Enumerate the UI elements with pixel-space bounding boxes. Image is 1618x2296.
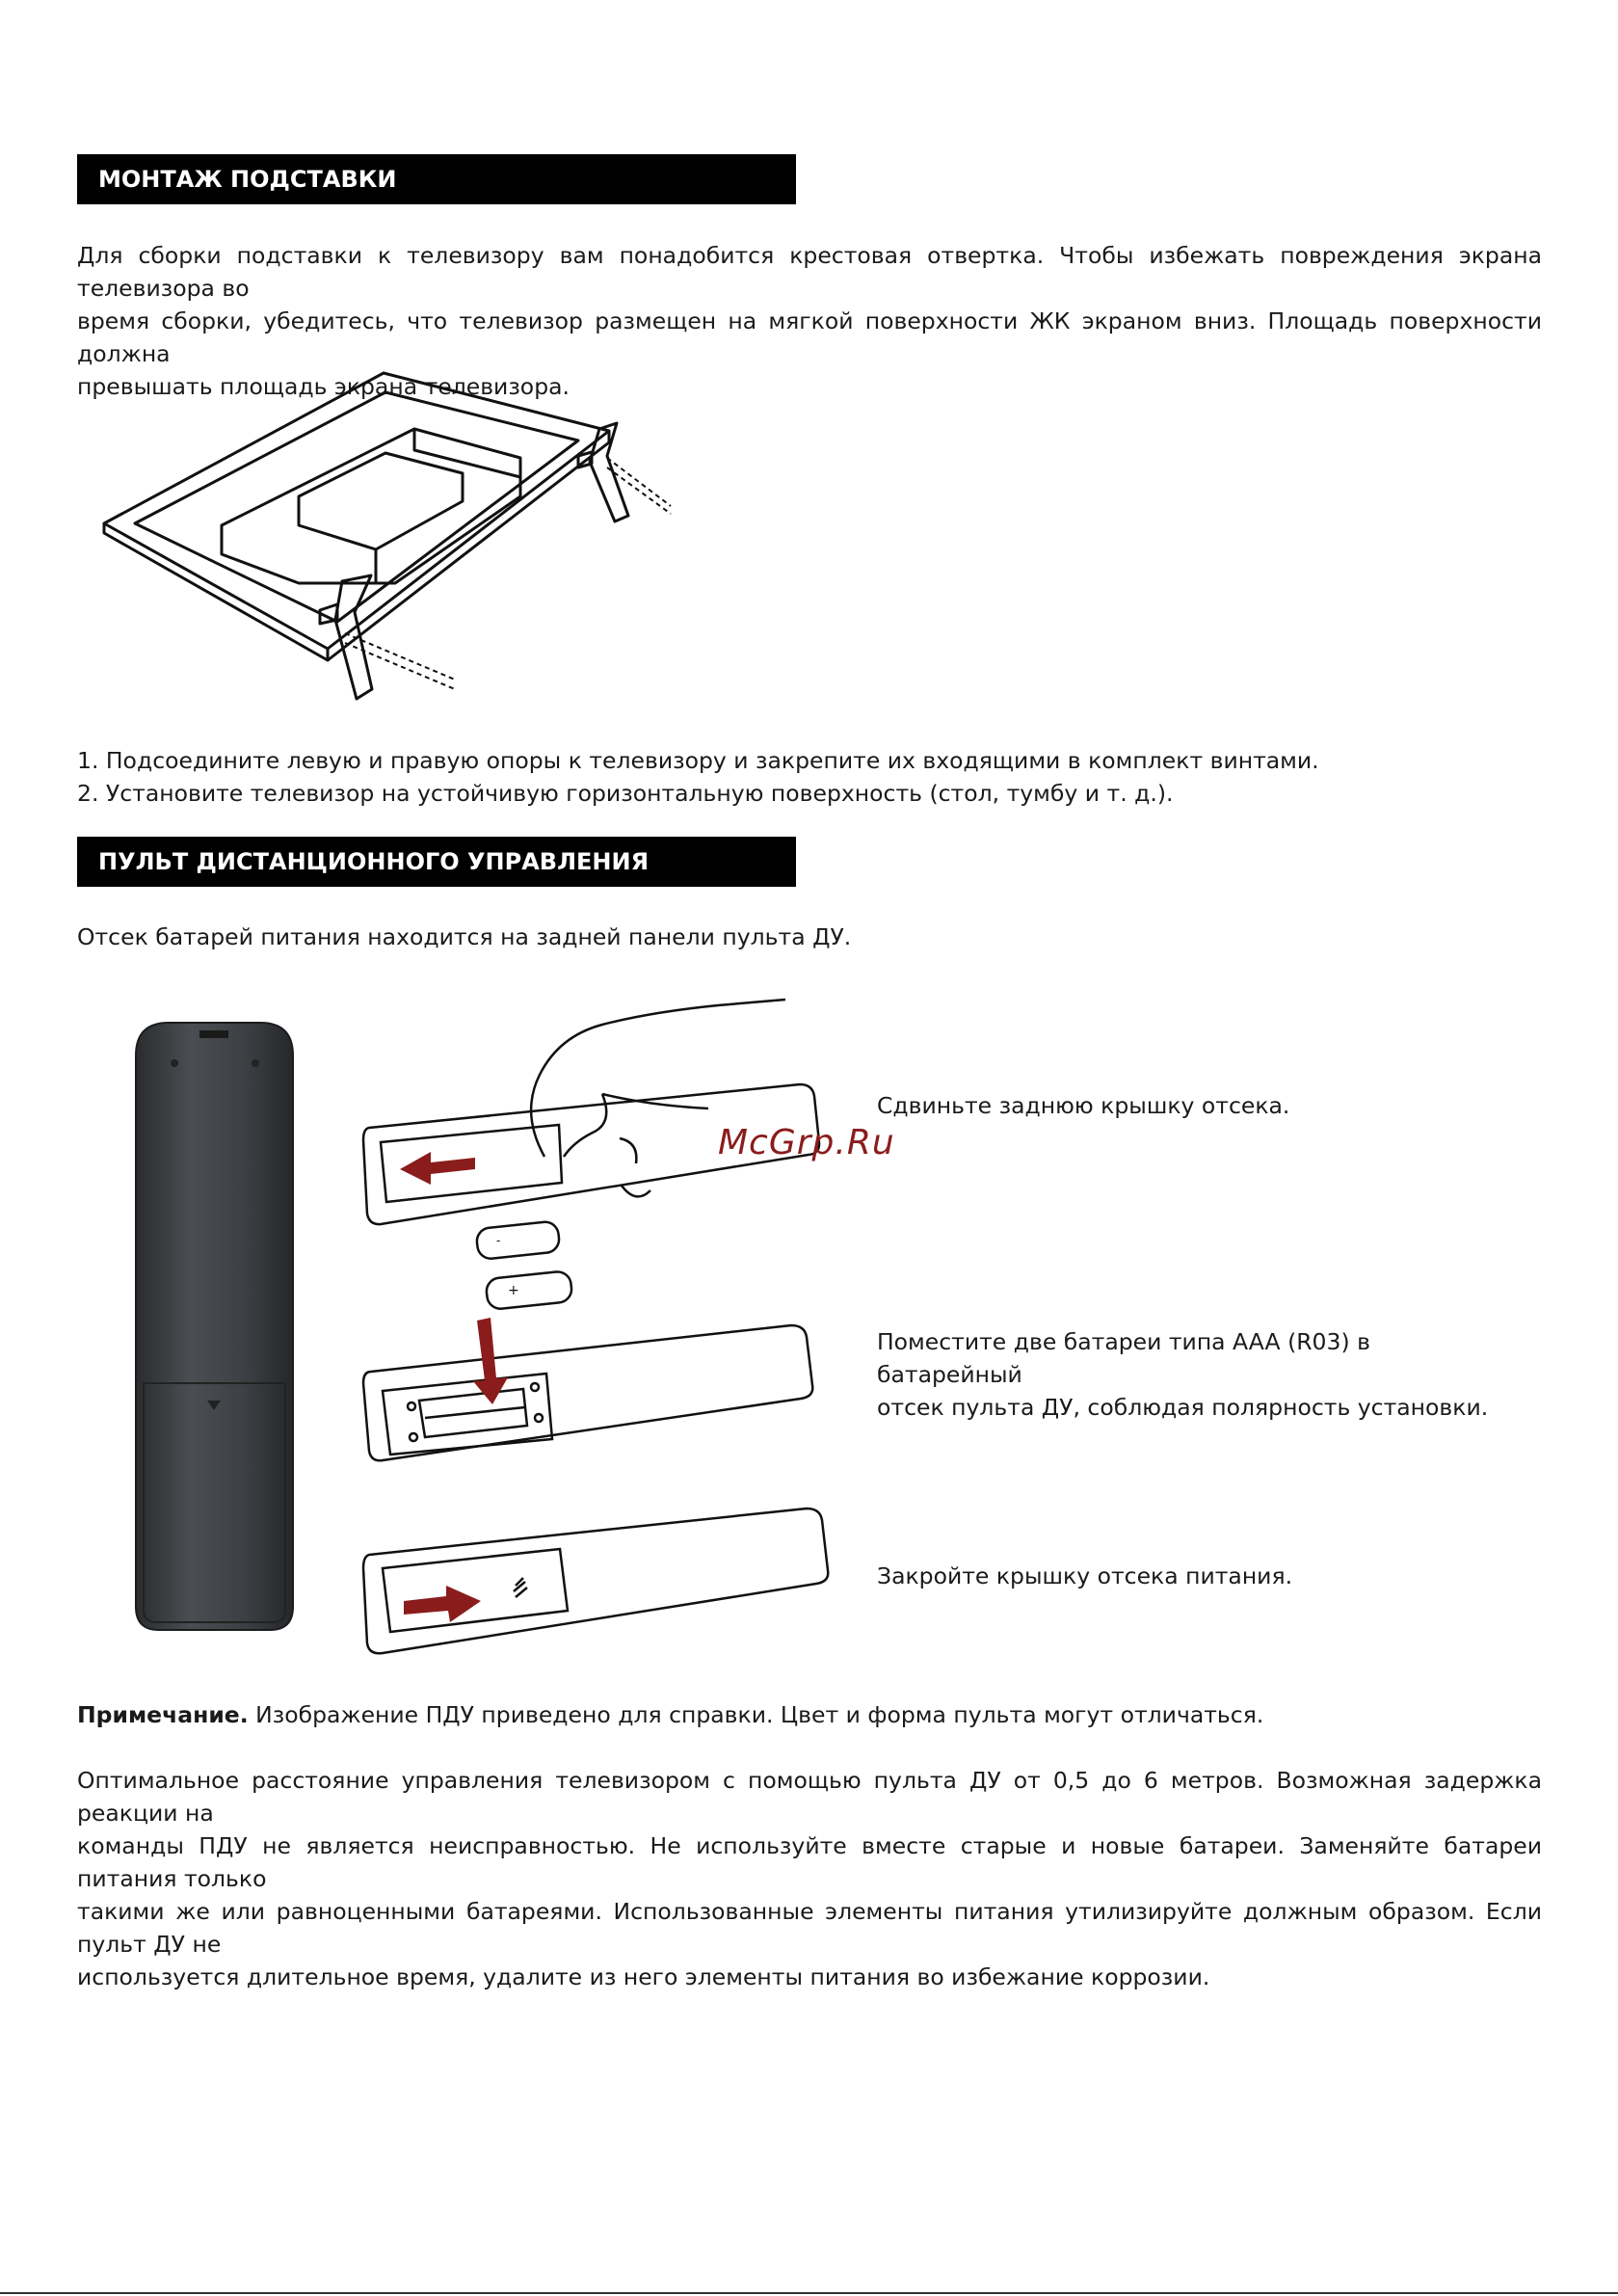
remote-intro-paragraph [77,921,1542,953]
text-line: отсек пульта ДУ, соблюдая полярность установки. [877,1394,1489,1421]
heading-text: МОНТАЖ ПОДСТАВКИ [98,166,397,193]
text-line: команды ПДУ не является неисправностью. Не используйте вместе старые и новые батареи. Заменяйте батареи питания только [77,1832,1542,1892]
text-line: Для сборки подставки к телевизору вам понадобится крестовая отвертка. Чтобы избежать повреждения экрана телевизора во [77,242,1542,302]
slide-cover-illustration [361,998,911,1229]
section-heading-stand [77,154,796,204]
heading-text: ПУЛЬТ ДИСТАНЦИОННОГО УПРАВЛЕНИЯ [98,848,650,875]
distance-paragraph [77,1764,1542,1993]
text-line: время сборки, убедитесь, что телевизор размещен на мягкой поверхности ЖК экраном вниз. Площадь поверхности должна [77,307,1542,367]
caption-slide-cover [877,1089,1494,1122]
insert-batteries-illustration [361,1219,853,1480]
page-bottom-rule [0,2292,1618,2294]
note-text: Изображение ПДУ приведено для справки. Цвет и форма пульта могут отличаться. [248,1701,1264,1728]
text-line: превышать площадь экрана телевизора. [77,373,570,400]
note-label: Примечание. [77,1701,249,1728]
step-item: 1. Подсоедините левую и правую опоры к телевизору и закрепите их входящими в комплект винтами. [77,747,1319,774]
section-heading-remote [77,837,796,887]
note-paragraph [77,1698,1542,1731]
tv-stand-illustration [96,361,694,713]
step-item: 2. Установите телевизор на устойчивую горизонтальную поверхность (стол, тумбу и т. д.). [77,780,1174,807]
text-line: Закройте крышку отсека питания. [877,1562,1293,1589]
battery-minus-mark: - [496,1234,501,1247]
watermark: McGrp.Ru [718,1123,895,1162]
battery-plus-mark: + [508,1283,519,1298]
text-line: такими же или равноценными батареями. Использованные элементы питания утилизируйте должным образом. Если пульт ДУ не [77,1898,1542,1958]
stand-steps-list [77,744,1542,810]
close-cover-illustration [361,1489,853,1668]
text-line: Отсек батарей питания находится на задней панели пульта ДУ. [77,923,852,950]
text-line: используется длительное время, удалите из него элементы питания во избежание коррозии. [77,1963,1210,1990]
text-line: Сдвиньте заднюю крышку отсека. [877,1092,1290,1119]
caption-insert-batteries [877,1325,1494,1424]
caption-close-cover [877,1560,1494,1592]
text-line: Оптимальное расстояние управления телевизором с помощью пульта ДУ от 0,5 до 6 метров. Возможная задержка реакции на [77,1767,1542,1827]
text-line: Поместите две батареи типа AAA (R03) в батарейный [877,1328,1370,1388]
remote-control-illustration [130,1017,299,1634]
